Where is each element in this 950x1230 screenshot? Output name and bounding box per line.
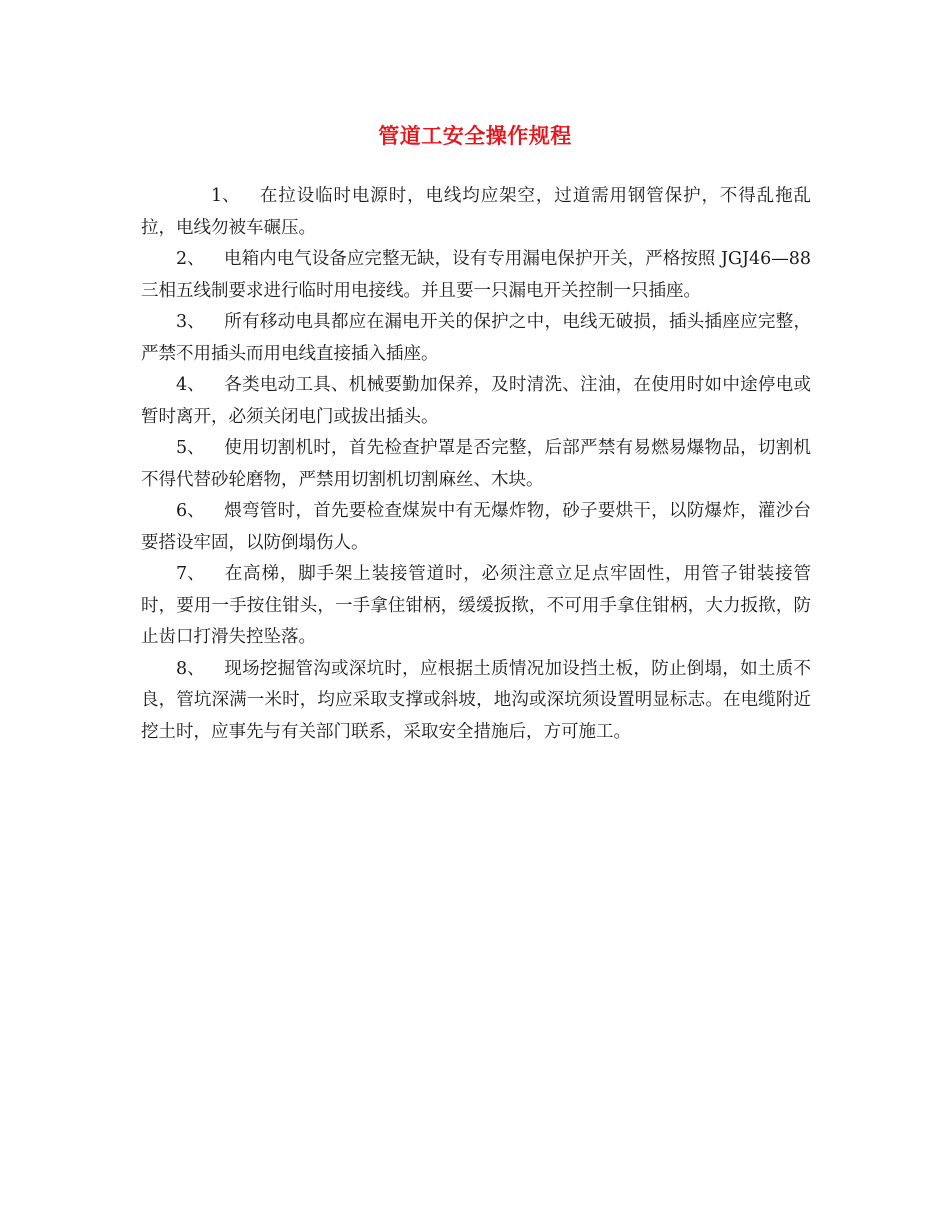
item-text: 所有移动电具都应在漏电开关的保护之中，电线无破损，插头插座应完整，严禁不用插头而用电线直接插入插座。 [141,312,811,364]
regulation-item-5 [141,433,811,496]
item-text: 各类电动工具、机械要勤加保养，及时清洗、注油，在使用时如中途停电或暂时离开，必须关闭电门或拔出插头。 [141,375,811,427]
regulation-item-2 [141,244,811,307]
regulation-item-4 [141,370,811,433]
regulation-list [141,181,811,748]
item-number: 3、 [176,312,205,332]
item-number: 7、 [176,564,205,584]
item-number: 2、 [176,249,205,269]
item-text: 煨弯管时，首先要检查煤炭中有无爆炸物，砂子要烘干，以防爆炸，灌沙台要搭设牢固，以防倒塌伤人。 [141,501,811,553]
item-number: 1、 [211,186,240,206]
item-text: 现场挖掘管沟或深坑时，应根据土质情况加设挡土板，防止倒塌，如土质不良，管坑深满一米时，均应采取支撑或斜坡，地沟或深坑须设置明显标志。在电缆附近挖土时，应事先与有关部门联系，采取安全措施后，方可施工。 [141,658,811,742]
item-number: 4、 [176,375,205,395]
page-title: 管道工安全操作规程 [378,123,572,148]
regulation-item-8 [141,654,811,749]
item-number: 8、 [176,658,205,679]
item-text: 电箱内电气设备应完整无缺，设有专用漏电保护开关，严格按照 JGJ46—88 三相五线制要求进行临时用电接线。并且要一只漏电开关控制一只插座。 [141,249,811,301]
regulation-item-1 [141,181,811,244]
item-text: 在高梯，脚手架上装接管道时，必须注意立足点牢固性，用管子钳装接管时，要用一手按住钳头，一手拿住钳柄，缓缓扳揿，不可用手拿住钳柄，大力扳揿，防止齿口打滑失控坠落。 [141,564,811,647]
item-text: 在拉设临时电源时，电线均应架空，过道需用钢管保护，不得乱拖乱拉，电线勿被车碾压。 [141,186,811,238]
regulation-item-6 [141,496,811,559]
regulation-item-7 [141,559,811,654]
item-number: 5、 [176,438,205,458]
item-number: 6、 [176,501,205,521]
item-text: 使用切割机时，首先检查护罩是否完整，后部严禁有易燃易爆物品，切割机不得代替砂轮磨物，严禁用切割机切割麻丝、木块。 [141,438,811,490]
regulation-item-3 [141,307,811,370]
